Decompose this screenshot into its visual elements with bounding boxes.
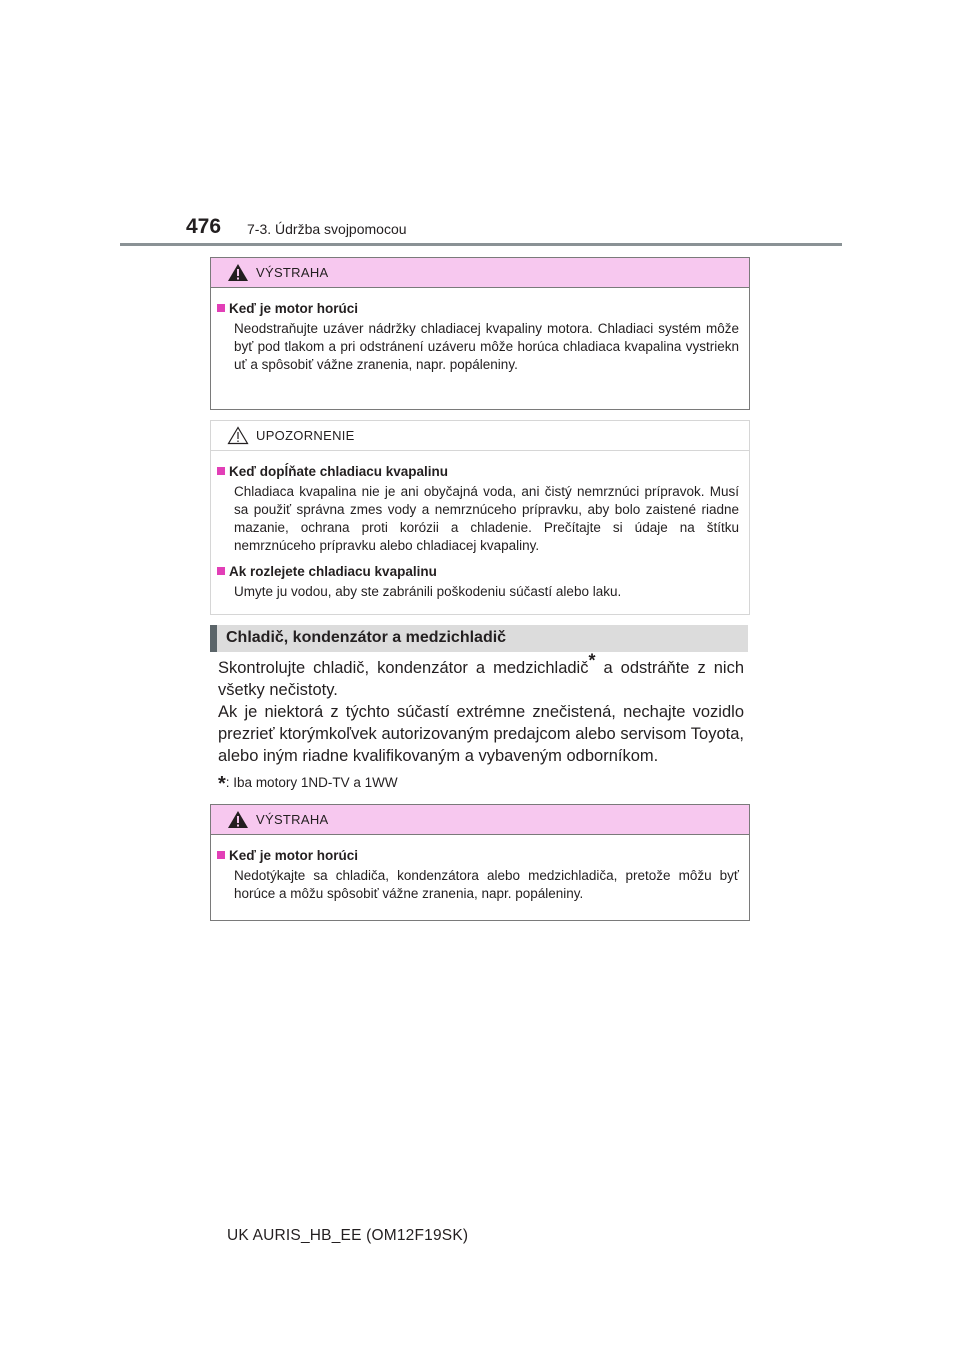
- warning-header: [211, 805, 749, 835]
- warning-box-1: [210, 257, 750, 410]
- caution-item: [217, 563, 739, 601]
- body-text: [218, 650, 744, 767]
- item-text: Nedotýkajte sa chladiča, kondenzátora alebo medzichladiča, pretože môžu byť horúce a môžu spôsobiť vážne zranenia, napr. popáleniny.: [234, 868, 739, 901]
- warning-body: [211, 288, 749, 388]
- caution-item: [217, 463, 739, 555]
- warning-triangle-icon: [227, 263, 249, 282]
- footnote: [218, 773, 398, 796]
- section-title: 7-3. Údržba svojpomocou: [247, 221, 407, 237]
- warning-header: [211, 258, 749, 288]
- square-bullet-icon: [217, 304, 225, 312]
- page-number: 476: [186, 215, 222, 238]
- caution-box: [210, 420, 750, 615]
- item-text: Neodstraňujte uzáver nádržky chladiacej kvapaliny motora. Chladiaci systém môže byť pod tlakom a pri odstránení uzáveru môže horúca chladiaca kvapalina vystriekn uť a spôsobiť vážne zranenia, napr. popáleniny.: [234, 321, 739, 372]
- warning-body: [211, 835, 749, 917]
- warning-box-2: [210, 804, 750, 921]
- square-bullet-icon: [217, 567, 225, 575]
- caution-header: [211, 421, 749, 451]
- paragraph-2: Ak je niektorá z týchto súčastí extrémne znečistená, nechajte vozidlo prezrieť ktorýmkoľvek autorizovaným predajcom alebo servisom Toyota, alebo iným riadne kvalifikovaným a vybaveným odborníkom.: [218, 703, 744, 765]
- paragraph-1: [218, 650, 744, 701]
- item-title: [217, 847, 739, 865]
- paragraph-1-start: Skontrolujte chladič, kondenzátor a medzichladič: [218, 659, 589, 677]
- caution-triangle-icon: [227, 426, 249, 445]
- section-heading-title: Chladič, kondenzátor a medzichladič: [226, 629, 507, 646]
- paragraph-1-end: a odstráňte z nich všetky nečistoty.: [218, 659, 744, 699]
- item-title-text: Keď dopĺňate chladiacu kvapalinu: [229, 464, 449, 479]
- page-header: [186, 213, 846, 247]
- heading-bar: [210, 625, 217, 652]
- footnote-asterisk: *: [218, 773, 226, 795]
- caution-body: [211, 451, 749, 615]
- item-title-text: Keď je motor horúci: [229, 848, 358, 863]
- footer-code: UK AURIS_HB_EE (OM12F19SK): [227, 1227, 469, 1244]
- footnote-text: : Iba motory 1ND-TV a 1WW: [225, 775, 398, 790]
- item-text: Chladiaca kvapalina nie je ani obyčajná voda, ani čistý nemrznúci prípravok. Musí sa použiť správna zmes vody a nemrznúceho prípravku, aby bolo zaistené riadne mazanie, ochrana proti korózii a chladenie. Prečítajte si údaje na štítku nemrznúceho prípravku alebo chladiacej kvapaliny.: [234, 484, 739, 553]
- asterisk-mark: *: [588, 650, 596, 671]
- item-title-text: Keď je motor horúci: [229, 301, 358, 316]
- section-heading: [210, 625, 748, 652]
- warning-triangle-icon: [227, 810, 249, 829]
- warning-item: [217, 300, 739, 374]
- warning-label: VÝSTRAHA: [256, 812, 329, 827]
- warning-label: VÝSTRAHA: [256, 265, 329, 280]
- item-title: [217, 300, 739, 318]
- item-text: Umyte ju vodou, aby ste zabránili poškodeniu súčastí alebo laku.: [234, 584, 622, 599]
- caution-label: UPOZORNENIE: [256, 428, 355, 443]
- item-title-text: Ak rozlejete chladiacu kvapalinu: [229, 564, 437, 579]
- square-bullet-icon: [217, 851, 225, 859]
- item-title: [217, 463, 739, 481]
- header-rule: [120, 243, 842, 246]
- item-title: [217, 563, 739, 581]
- warning-item: [217, 847, 739, 903]
- square-bullet-icon: [217, 467, 225, 475]
